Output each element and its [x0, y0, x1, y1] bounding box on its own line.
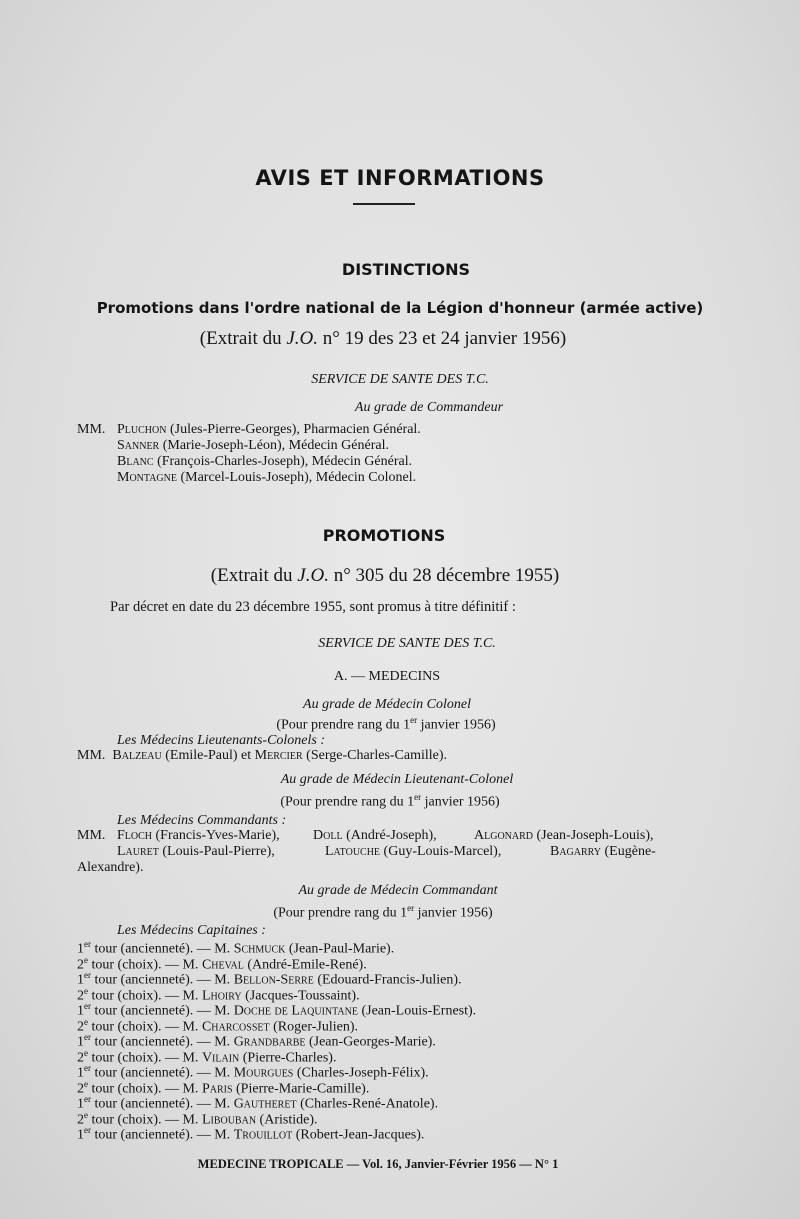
distinction-entry: Montagne (Marcel-Louis-Joseph), Médecin Colonel. — [117, 470, 417, 485]
rank-commandant: (Pour prendre rang du 1er janvier 1956) — [273, 903, 493, 921]
page-title: AVIS ET INFORMATIONS — [255, 166, 545, 190]
promotions-decree: Par décret en date du 23 décembre 1955, sont promus à titre définitif : — [110, 599, 516, 615]
distinctions-subheading: Promotions dans l'ordre national de la Légion d'honneur (armée active) — [96, 299, 704, 317]
section-medecins: A. — MEDECINS — [333, 669, 441, 684]
commandant-entry: 2e tour (choix). — M. Paris (Pierre-Marie-Camille). — [77, 1078, 370, 1097]
lt-colonel-entry: Bagarry (Eugène- — [550, 844, 656, 859]
promotions-heading: PROMOTIONS — [322, 526, 446, 545]
commandant-entry: 1er tour (ancienneté). — M. Grandbarbe (Jean-Georges-Marie). — [77, 1032, 436, 1050]
colonel-entry: MM. Balzeau (Emile-Paul) et Mercier (Serge-Charles-Camille). — [77, 748, 448, 763]
distinction-entry: Sanner (Marie-Joseph-Léon), Médecin Général. — [117, 438, 389, 453]
commandant-entry: 1er tour (ancienneté). — M. Gautheret (Charles-René-Anatole). — [77, 1094, 439, 1112]
grade-lt-colonel: Au grade de Médecin Lieutenant-Colonel — [280, 772, 514, 787]
distinctions-service: SERVICE DE SANTE DES T.C. — [311, 372, 489, 387]
commandant-entry: 2e tour (choix). — M. Cheval (André-Emile-René). — [77, 954, 367, 973]
grade-colonel: Au grade de Médecin Colonel — [303, 697, 471, 712]
commandant-entry: 2e tour (choix). — M. Vilain (Pierre-Charles). — [77, 1047, 337, 1066]
distinction-entry: Blanc (François-Charles-Joseph), Médecin Général. — [117, 454, 413, 469]
promotions-extract: (Extrait du J.O. n° 305 du 28 décembre 1955) — [210, 565, 560, 586]
distinctions-heading: DISTINCTIONS — [341, 260, 471, 279]
commandant-entry: 1er tour (ancienneté). — M. Trouillot (Robert-Jean-Jacques). — [77, 1125, 425, 1143]
commandant-entry: 1er tour (ancienneté). — M. Mourgues (Charles-Joseph-Félix). — [77, 1063, 429, 1081]
commandant-entry: 2e tour (choix). — M. Libouban (Aristide). — [77, 1109, 318, 1128]
lt-colonel-entry: Algonard (Jean-Joseph-Louis), — [474, 828, 654, 843]
grade-commandant: Au grade de Médecin Commandant — [298, 883, 498, 898]
lt-colonel-entry: Latouche (Guy-Louis-Marcel), — [325, 844, 502, 859]
distinctions-prefix: MM. — [77, 422, 106, 437]
lt-colonel-entry: Alexandre). — [77, 860, 144, 875]
page-footer: MEDECINE TROPICALE — Vol. 16, Janvier-Février 1956 — N° 1 — [197, 1157, 559, 1171]
commandant-entry: 1er tour (ancienneté). — M. Doche de Laquintane (Jean-Louis-Ernest). — [77, 1001, 477, 1019]
commandant-entry: 2e tour (choix). — M. Charcosset (Roger-Julien). — [77, 1016, 358, 1035]
commandant-entry: 1er tour (ancienneté). — M. Schmuck (Jean-Paul-Marie). — [77, 939, 395, 957]
lt-colonel-entry: Floch (Francis-Yves-Marie), — [117, 828, 280, 843]
group-colonel: Les Médecins Lieutenants-Colonels : — [117, 733, 326, 748]
group-lt-colonel: Les Médecins Commandants : — [117, 813, 287, 828]
lt-colonel-entry: Doll (André-Joseph), — [313, 828, 437, 843]
commandant-entry: 1er tour (ancienneté). — M. Bellon-Serre (Edouard-Francis-Julien). — [77, 970, 462, 988]
distinctions-grade: Au grade de Commandeur — [354, 400, 504, 415]
promotions-service: SERVICE DE SANTE DES T.C. — [318, 636, 496, 651]
rank-colonel: (Pour prendre rang du 1er janvier 1956) — [276, 715, 496, 733]
commandant-entry: 2e tour (choix). — M. Lhoiry (Jacques-Toussaint). — [77, 985, 360, 1004]
group-commandant: Les Médecins Capitaines : — [117, 923, 266, 938]
rank-lt-colonel: (Pour prendre rang du 1er janvier 1956) — [280, 792, 500, 810]
distinctions-extract: (Extrait du J.O. n° 19 des 23 et 24 janvier 1956) — [199, 328, 567, 349]
lt-colonel-prefix: MM. — [77, 828, 106, 843]
lt-colonel-entry: Lauret (Louis-Paul-Pierre), — [117, 844, 275, 859]
distinction-entry: Pluchon (Jules-Pierre-Georges), Pharmacien Général. — [117, 422, 421, 437]
title-divider — [353, 203, 415, 205]
